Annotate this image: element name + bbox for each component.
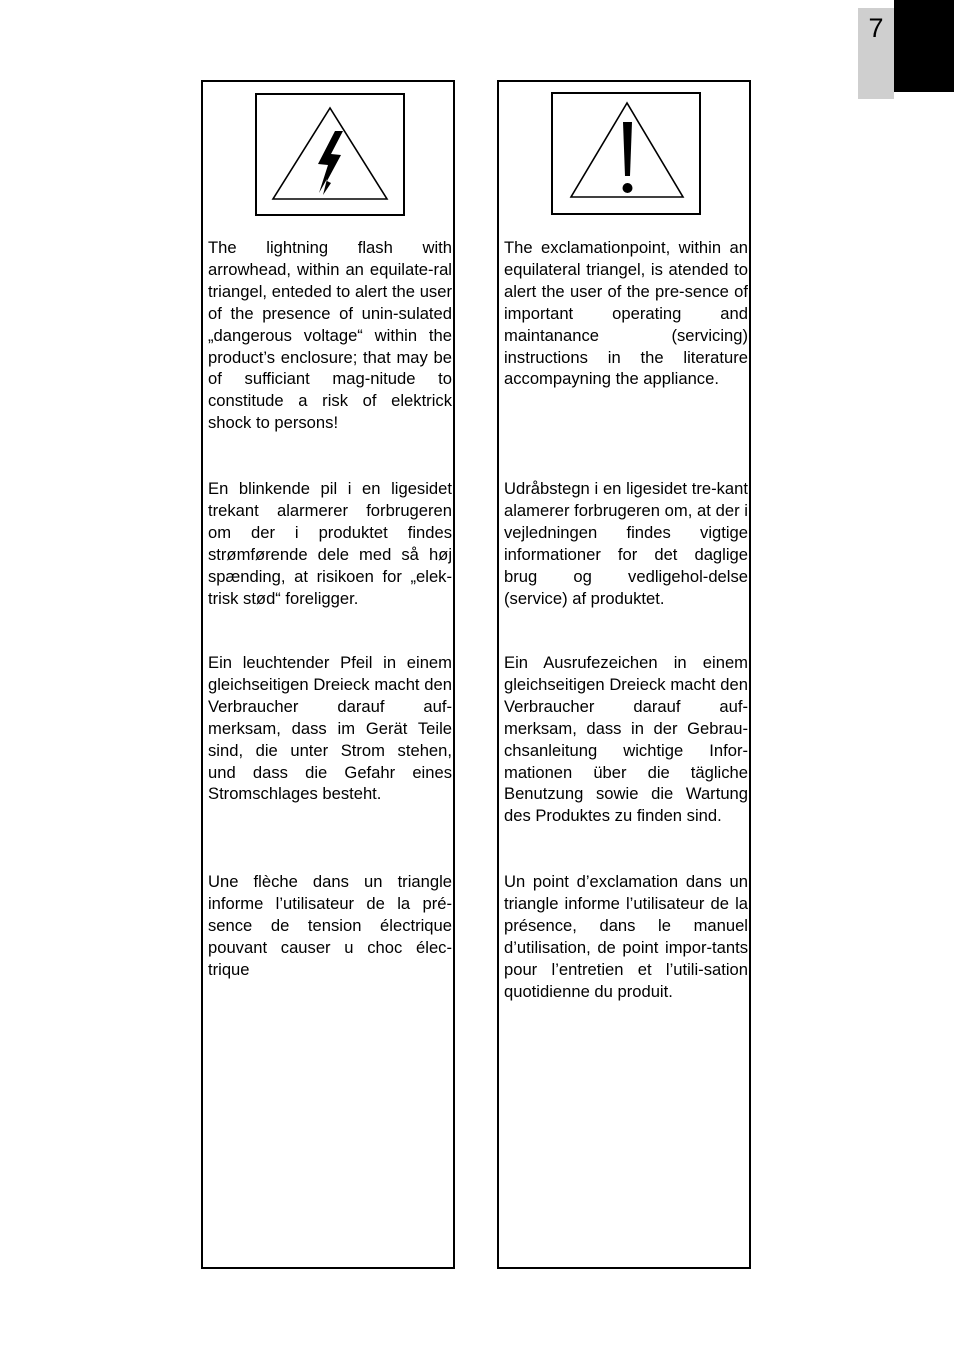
page-edge-marker xyxy=(894,0,954,92)
paragraph-french: Une flèche dans un triangle informe l’utilisateur de la pré-sence de tension électrique pouvant causer u choc élec-trique xyxy=(208,872,452,979)
symbol-box xyxy=(255,93,405,216)
warning-column-instructions xyxy=(497,80,751,1269)
paragraph-german: Ein Ausrufezeichen in einem gleichseitigen Dreieck macht den Verbraucher darauf auf-merksam, dass in der Gebrau-chsanleitung wichtige Infor-mationen über die tägliche Benutzung sowie die Wartung des Produktes zu finden sind. xyxy=(504,653,748,826)
paragraph-english: The exclamationpoint, within an equilateral triangel, is atended to alert the user of the pre-sence of important operating and maintanance (servicing) instructions in the literature accompayning the appliance. xyxy=(504,238,748,389)
paragraph-french: Un point d’exclamation dans un triangle informe l’utilisateur de la présence, dans le manuel d’utilisation, de point impor-tants pour l’entretien et l’utili-sation quotidienne du produit. xyxy=(504,872,748,1001)
page-number: 7 xyxy=(868,13,884,43)
paragraph-german: Ein leuchtender Pfeil in einem gleichseitigen Dreieck macht den Verbraucher darauf auf-merksam, dass im Gerät Teile sind, die unter Strom stehen, und dass die Gefahr eines Stromschlages besteht. xyxy=(208,653,452,804)
lightning-triangle-icon xyxy=(257,95,403,214)
exclamation-triangle-icon xyxy=(553,94,699,213)
paragraph-english: The lightning flash with arrowhead, within an equilate-ral triangel, enteded to alert the user of the presence of unin-sulated „dangerous voltage“ within the product’s enclosure; that may be of sufficiant mag-nitude to constitude a risk of elektrick shock to persons! xyxy=(208,238,452,433)
paragraph-danish: Udråbstegn i en ligesidet tre-kant alamerer forbrugeren om, at der i vejledningen findes vigtige informationer for det daglige brug og vedligehol-delse (service) af produktet. xyxy=(504,479,748,608)
paragraph-danish: En blinkende pil i en ligesidet trekant alarmerer forbrugeren om der i produktet findes strømførende dele med så høj spænding, at risikoen for „elek-trisk stød“ foreligger. xyxy=(208,479,452,608)
symbol-box xyxy=(551,92,701,215)
warning-column-voltage xyxy=(201,80,455,1269)
